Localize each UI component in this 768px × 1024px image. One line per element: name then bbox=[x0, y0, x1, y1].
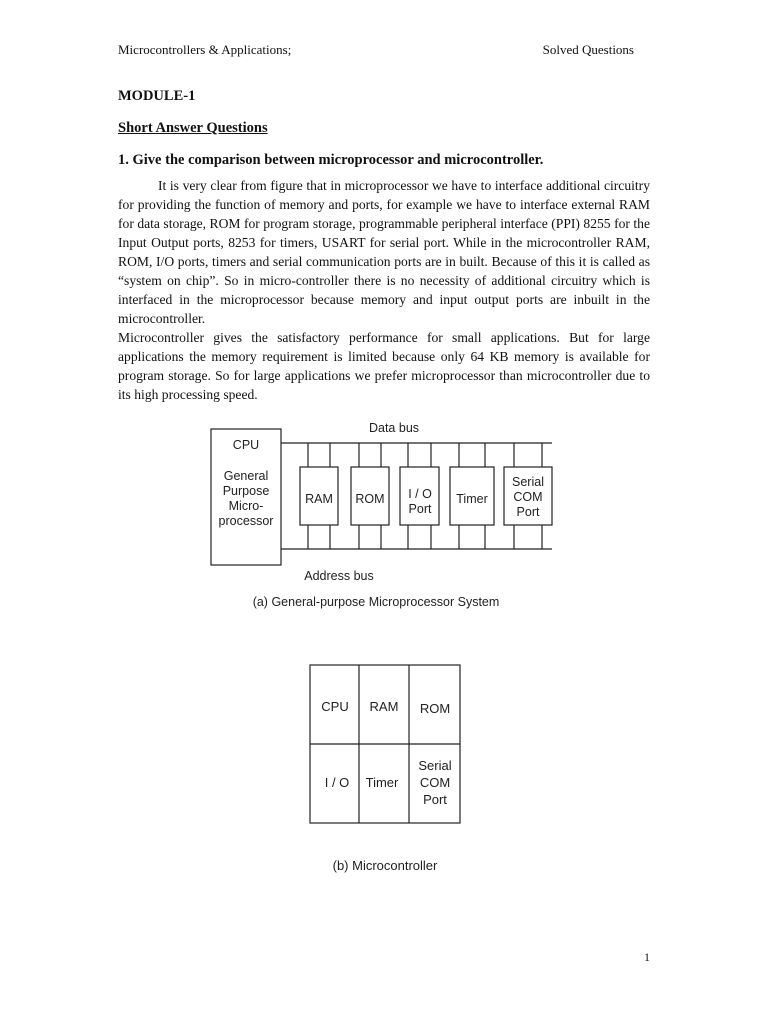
port-cell-line: Port bbox=[423, 792, 447, 807]
header-right: Solved Questions bbox=[542, 42, 634, 57]
com-cell-line: COM bbox=[419, 775, 451, 790]
serial-cell-line: Serial bbox=[418, 758, 452, 773]
figure-a-microprocessor-system bbox=[200, 412, 580, 620]
serial-label: Serial bbox=[512, 475, 544, 489]
io-cell: I / O bbox=[324, 775, 350, 790]
cpu-desc-line: processor bbox=[218, 514, 274, 528]
paragraph-1: It is very clear from figure that in microprocessor we have to interface additional circuitry for providing the function of memory and ports, for example we have to interface external RAM for data storage, ROM for program storage, programmable peripheral interface (PPI) 8255 for the Input Output ports, 8253 for timers, USART for serial port. While in the microcontroller RAM, ROM, I/O ports, timers and serial communication ports are in built. Because of this it is called as “system on chip”. So in micro-controller there is no necessity of additional circuitry which is interfaced in the microprocessor because memory and input output ports are inbuilt in the microcontroller. bbox=[118, 178, 650, 326]
rom-cell: ROM bbox=[419, 701, 451, 716]
cpu-desc-line: Micro- bbox=[228, 499, 264, 513]
timer-label: Timer bbox=[456, 492, 488, 506]
rom-label: ROM bbox=[355, 492, 385, 506]
figure-b-caption: (b) Microcontroller bbox=[332, 858, 438, 873]
figure-a-caption: (a) General-purpose Microprocessor System bbox=[252, 595, 500, 609]
address-bus-label: Address bus bbox=[304, 569, 374, 583]
cpu-desc-line: General bbox=[223, 469, 269, 483]
cpu-desc-line: Purpose bbox=[222, 484, 270, 498]
module-title: MODULE-1 bbox=[118, 88, 196, 104]
com-label: COM bbox=[513, 490, 543, 504]
paragraph-2: Microcontroller gives the satisfactory performance for small applications. But for large applications the memory requirement is limited because only 64 KB memory is available for program storage. So for large applications we prefer microprocessor than microcontroller due to its high processing speed. bbox=[118, 330, 650, 402]
question-title: 1. Give the comparison between microprocessor and microcontroller. bbox=[118, 152, 544, 168]
io-label: I / O bbox=[408, 487, 432, 501]
port-label: Port bbox=[516, 505, 540, 519]
io-port-label: Port bbox=[408, 502, 432, 516]
data-bus-label: Data bus bbox=[368, 421, 420, 435]
timer-cell: Timer bbox=[365, 775, 399, 790]
cpu-cell: CPU bbox=[321, 699, 349, 714]
page-number: 1 bbox=[644, 950, 650, 964]
ram-label: RAM bbox=[305, 492, 333, 506]
header-left: Microcontrollers & Applications; bbox=[118, 42, 292, 57]
section-title: Short Answer Questions bbox=[118, 120, 268, 136]
ram-cell: RAM bbox=[369, 699, 399, 714]
figure-b-microcontroller bbox=[300, 660, 480, 880]
cpu-label: CPU bbox=[232, 438, 260, 452]
